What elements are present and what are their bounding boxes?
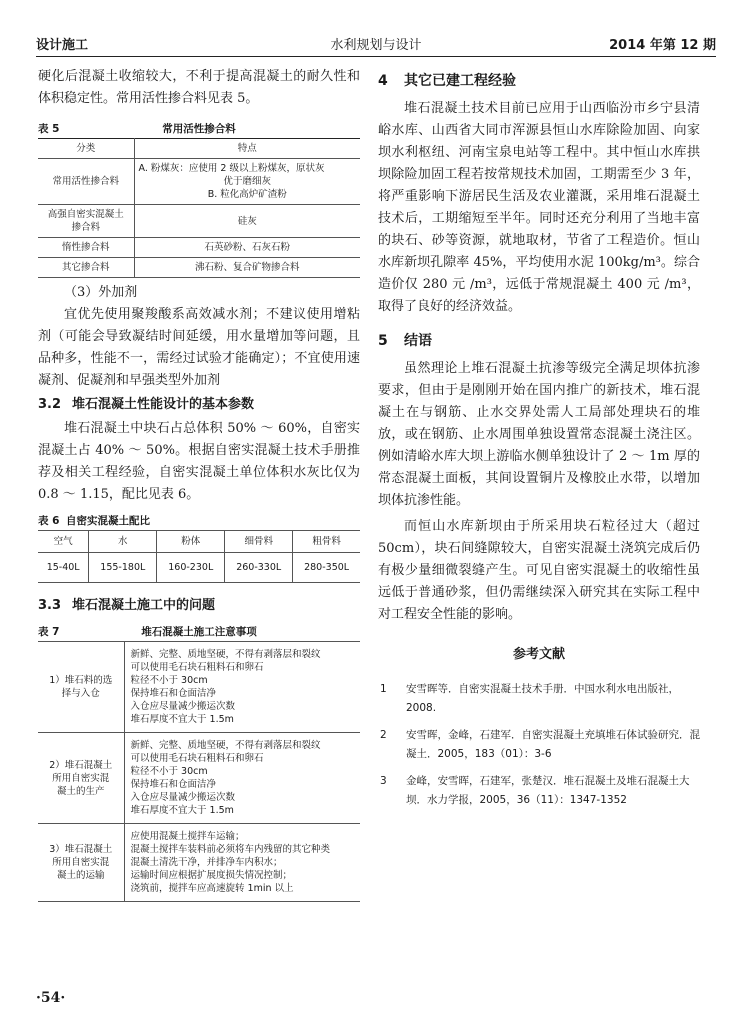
table7-note: 保持堆石和仓面洁净 [130, 688, 217, 699]
table5-feature-line: 优于磨细灰 [223, 176, 271, 187]
table6-header: 水 [89, 531, 157, 553]
table7-label-line: 所用自密实混 [52, 857, 110, 868]
table-row [38, 733, 360, 824]
table7-number: 表 7 [38, 626, 60, 638]
table6-cell: 15-40L [38, 553, 89, 583]
reference-text: 安雪晖等．自密实混凝土技术手册．中国水利水电出版社，2008. [406, 683, 679, 714]
table7-note: 新鲜、完整、质地坚硬，不得有剥落层和裂纹 [130, 740, 321, 751]
table6-header: 粉体 [157, 531, 225, 553]
table7-note: 可以使用毛石块石粗料石和卵石 [130, 662, 264, 673]
table5-category-line: 掺合料 [71, 222, 100, 233]
sub3-paragraph: 宜优先使用聚羧酸系高效减水剂；不建议使用增粘剂（可能会导致凝结时间延缓，用水量增加等问题，且品种多，性能不一，需经过试验才能确定）；不宜使用速凝剂、促凝剂和早强类型外加剂 [38, 307, 360, 388]
header-journal: 水利规划与设计 [330, 38, 422, 53]
table7-label-line: 所用自密实混 [52, 772, 110, 784]
table5-feature: 硅灰 [134, 205, 360, 238]
table7-notes [124, 733, 360, 824]
header-rule [36, 56, 716, 57]
table7-note: 入仓应尽量减少搬运次数 [130, 701, 236, 712]
table7-note: 入仓应尽量减少搬运次数 [130, 792, 236, 803]
table-row [38, 238, 360, 258]
reference-item [378, 726, 700, 764]
table5-category: 常用活性掺合料 [38, 159, 134, 205]
table5-caption [38, 118, 360, 134]
table7-label-line: 凝土的运输 [56, 870, 105, 881]
table-row [38, 531, 360, 553]
table-row [38, 553, 360, 583]
section-4-heading [378, 70, 700, 92]
table7-note: 混凝土清洗干净，并排净车内积水； [130, 857, 283, 868]
table6-cell: 155-180L [89, 553, 157, 583]
reference-text: 安雪晖，金峰，石建军．自密实混凝土充填堆石体试验研究．混凝土．2005，183（01）：3-6 [406, 729, 700, 760]
table7-label [38, 733, 124, 824]
table-row [38, 258, 360, 278]
table6-header: 粗骨料 [293, 531, 360, 553]
section-title: 结语 [404, 333, 432, 349]
table7-note: 可以使用毛石块石粗料石和卵石 [130, 753, 264, 764]
section-3-2-paragraph: 堆石混凝土中块石占总体积 50% ～ 60%，自密实混凝土占 40% ～ 50%。根据自密实混凝土技术手册推荐及相关工程经验，自密实混凝土单位体积水灰比仅为 0.8 ～ 1.15，配比见表 6。 [38, 421, 360, 502]
reference-number: 2 [380, 729, 387, 741]
table6-cell: 260-330L [225, 553, 293, 583]
table7-label-line: 1）堆石料的选 [49, 675, 113, 686]
table7-note: 保持堆石和仓面洁净 [130, 779, 217, 790]
table7-label [38, 642, 124, 733]
reference-item [378, 680, 700, 718]
table5-feature: 石英砂粉、石灰石粉 [134, 238, 360, 258]
table6 [38, 530, 360, 583]
section-5-heading [378, 330, 700, 352]
table5-feature-line: B. 粒化高炉矿渣粉 [207, 189, 287, 200]
table5-category [38, 205, 134, 238]
table7-label-line: 凝土的生产 [56, 785, 105, 797]
table6-cell: 160-230L [157, 553, 225, 583]
table5-feature-line: A. 粉煤灰：应使用 2 级以上粉煤灰，原状灰 [138, 163, 325, 174]
table6-number: 表 6 [38, 515, 60, 527]
table7-caption [38, 621, 360, 637]
sub3-title: （3）外加剂 [64, 285, 138, 300]
table7-notes [124, 824, 360, 902]
table7-label-line: 3）堆石混凝土 [49, 844, 113, 855]
intro-paragraph: 硬化后混凝土收缩较大，不利于提高混凝土的耐久性和体积稳定性。常用活性掺合料见表 5。 [38, 69, 360, 106]
table7-notes [124, 642, 360, 733]
section-5-paragraph-1: 虽然理论上堆石混凝土抗渗等级完全满足坝体抗渗要求，但由于是刚刚开始在国内推广的新技术，堆石混凝土在与钢筋、止水交界处需人工局部处理块石的堆放，或在钢筋、止水周围单独设置常态混凝土浇注区。例如清峪水库大坝上游临水侧单独设计了 2 ～ 1m 厚的常态混凝土面板，其间设置铜片及橡胶止水带，以增加坝体抗渗性能。 [378, 361, 700, 508]
section-3-3-heading [38, 595, 360, 617]
section-5-paragraph-2: 而恒山水库新坝由于所采用块石粒径过大（超过 50cm），块石间缝隙较大，自密实混凝土浇筑完成后仍有极少量细微裂缝产生。可见自密实混凝土的收缩性虽远低于普通砂浆，但仍需继续深入研究其在实际工程中对工程安全性能的影响。 [378, 519, 700, 622]
references-title: 参考文献 [512, 647, 565, 662]
table5-number: 表 5 [38, 123, 60, 135]
reference-text: 金峰，安雪晖，石建军，张楚汉．堆石混凝土及堆石混凝土大坝．水力学报，2005，36（11）：1347-1352 [406, 775, 690, 806]
table7-note: 混凝土搅拌车装料前必须将车内残留的其它种类 [130, 844, 331, 855]
table-row [38, 159, 360, 205]
table-row [38, 205, 360, 238]
table7-note: 堆石厚度不宜大于 1.5m [130, 714, 234, 725]
table5-header-category: 分类 [38, 139, 134, 159]
table7-note: 粒径不小于 30cm [130, 675, 208, 686]
table7-label [38, 824, 124, 902]
section-title: 堆石混凝土性能设计的基本参数 [72, 397, 255, 412]
right-column [378, 66, 700, 818]
section-number: 3.3 [38, 598, 62, 613]
section-title: 堆石混凝土施工中的问题 [72, 598, 216, 613]
page-number: ·54· [36, 990, 66, 1006]
table-row [38, 642, 360, 733]
table5-category: 其它掺合料 [38, 258, 134, 278]
table6-caption [38, 510, 360, 526]
table5-title: 常用活性掺合料 [162, 123, 236, 135]
table5-category: 惰性掺合料 [38, 238, 134, 258]
table7-note: 浇筑前，搅拌车应高速旋转 1min 以上 [130, 883, 294, 894]
table7-label-line: 择与入仓 [61, 688, 100, 699]
table5-category-line: 高强自密实混凝土 [47, 209, 124, 220]
table6-cell: 280-350L [293, 553, 360, 583]
table-row [38, 139, 360, 159]
header-section: 设计施工 [36, 38, 89, 53]
table6-title: 自密实混凝土配比 [66, 515, 150, 527]
section-number: 5 [378, 333, 388, 349]
section-number: 4 [378, 73, 388, 89]
section-4-paragraph: 堆石混凝土技术目前已应用于山西临汾市乡宁县清峪水库、山西省大同市浑源县恒山水库除险加固、向家坝水利枢纽、河南宝泉电站等工程中。其中恒山水库拱坝除险加固工程若按常规技术加固，工期需至少 3 年，将严重影响下游居民生活及农业灌溉，采用堆石混凝土技术后，工期缩短至半年。同时还充分利用了当地丰富的块石、砂等资源，就地取材，节省了工程造价。恒山水库新坝孔隙率 45%，平均使用水泥 100kg/m³。综合造价仅 280 元 /m³，远低于常规混凝土 400 元 /m³，取得了良好的经济效益。 [378, 101, 700, 314]
table5-header-feature: 特点 [134, 139, 360, 159]
table5-feature [134, 159, 360, 205]
reference-item [378, 772, 700, 810]
table7 [38, 641, 360, 902]
table7-title: 堆石混凝土施工注意事项 [141, 626, 257, 638]
reference-number: 3 [380, 775, 387, 787]
table7-label-line: 2）堆石混凝土 [49, 759, 113, 771]
table5 [38, 138, 360, 278]
reference-number: 1 [380, 683, 387, 695]
table5-feature: 沸石粉、复合矿物掺合料 [134, 258, 360, 278]
table6-header: 细骨料 [225, 531, 293, 553]
table-row [38, 824, 360, 902]
section-3-2-heading [38, 394, 360, 416]
section-title: 其它已建工程经验 [404, 73, 516, 89]
page-header [36, 34, 716, 54]
header-issue: 2014 年第 12 期 [609, 38, 716, 53]
table7-note: 堆石厚度不宜大于 1.5m [130, 805, 234, 816]
table7-note: 应使用混凝土搅拌车运输； [130, 831, 245, 842]
table6-header: 空气 [38, 531, 89, 553]
section-number: 3.2 [38, 397, 62, 412]
left-column [38, 66, 360, 902]
table7-note: 运输时间应根据扩展度损失情况控制； [130, 870, 293, 881]
table7-note: 新鲜、完整、质地坚硬，不得有剥落层和裂纹 [130, 649, 321, 660]
table7-note: 粒径不小于 30cm [130, 766, 208, 777]
